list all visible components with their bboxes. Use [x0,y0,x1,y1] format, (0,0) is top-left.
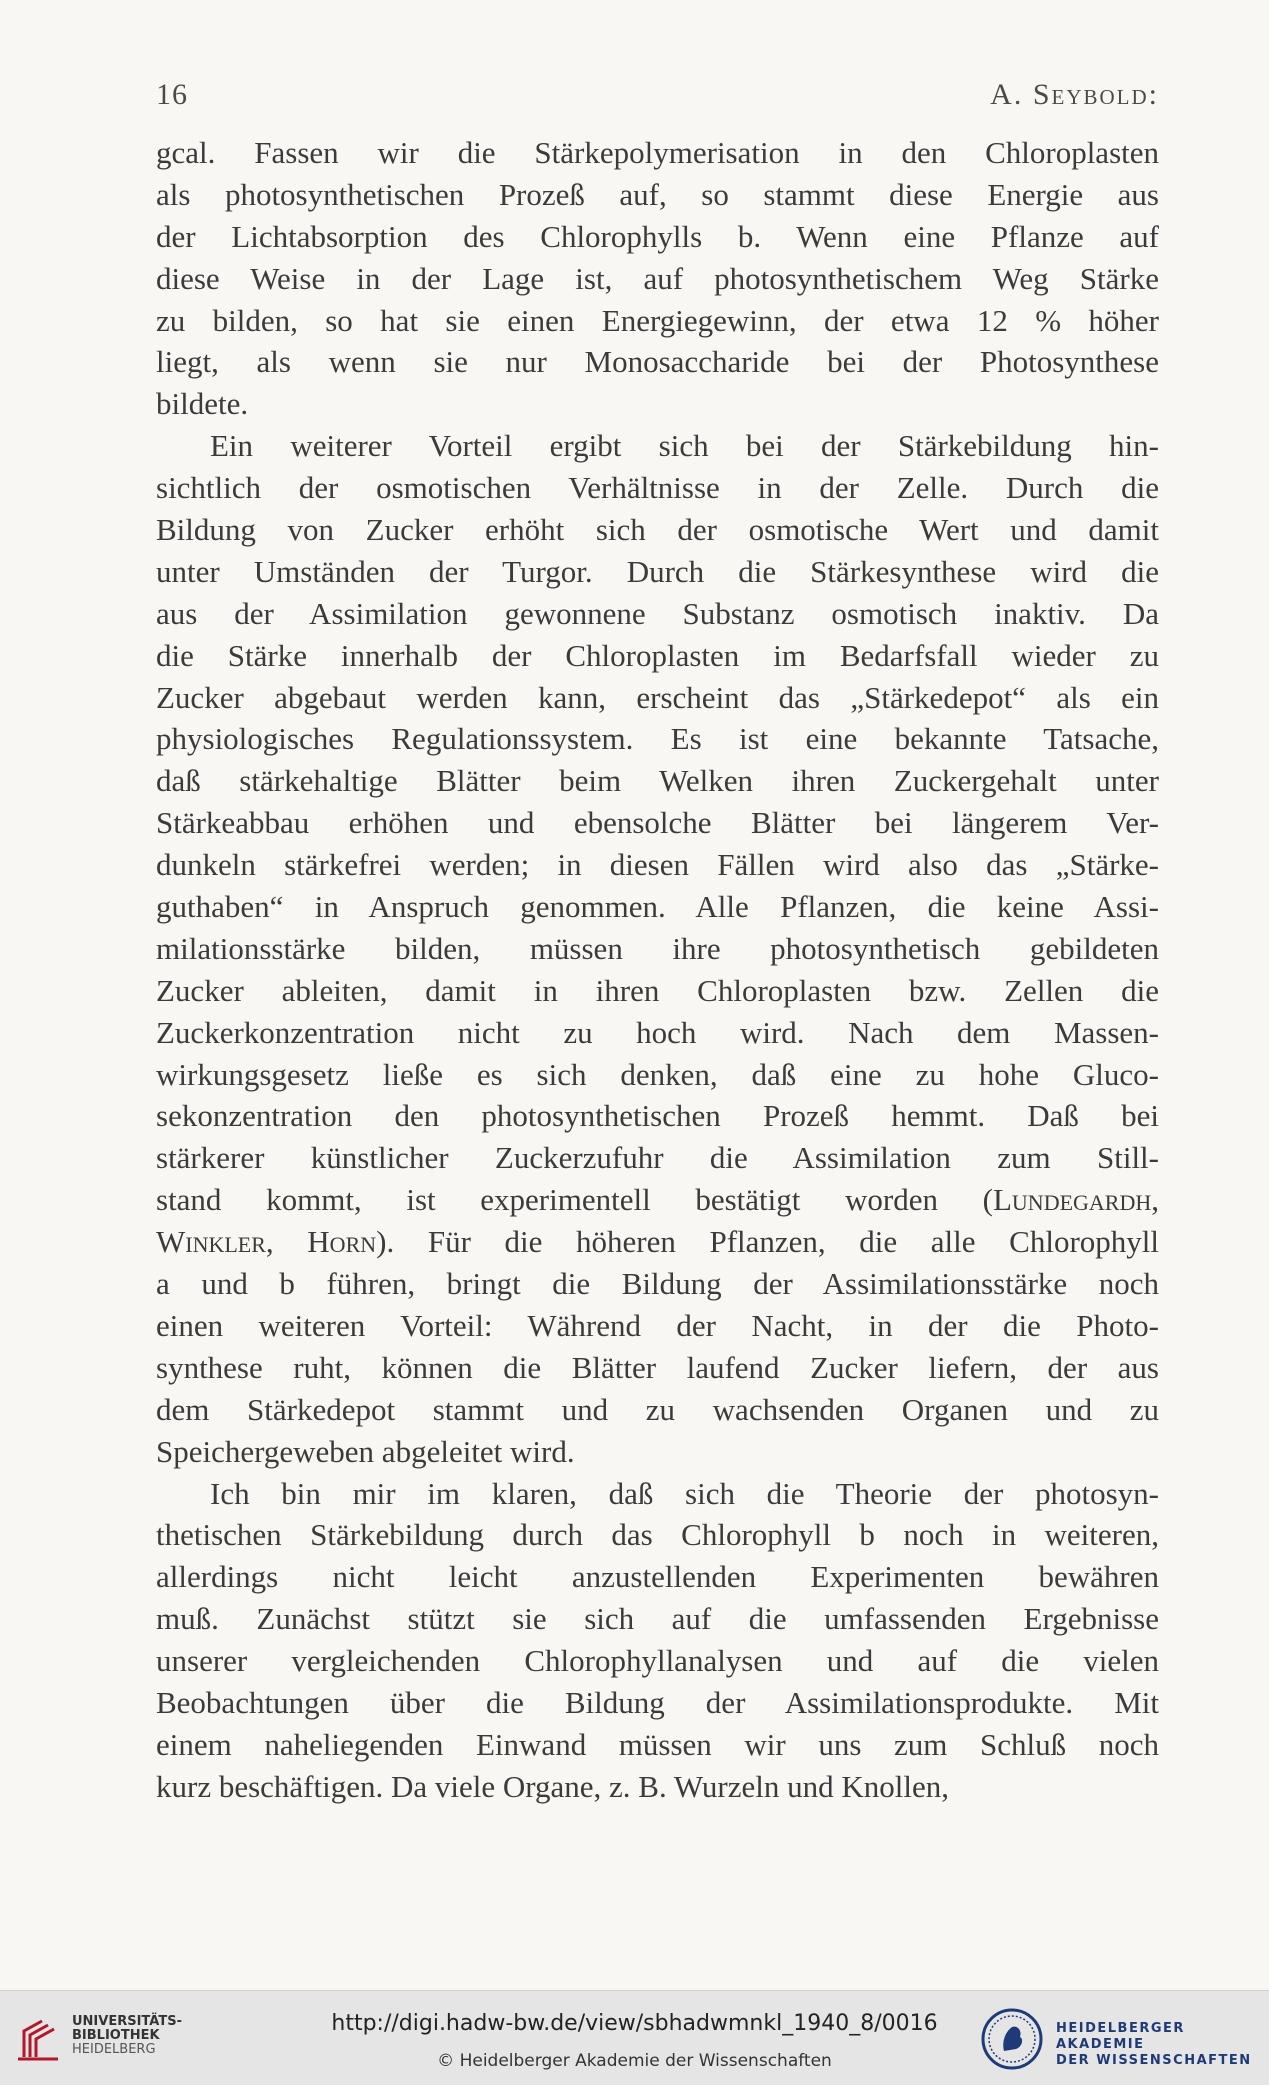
text-line: diese Weise in der Lage ist, auf photosynthetischem Weg Stärke [156,260,1159,296]
academy-name-line1: HEIDELBERGER AKADEMIE [1056,2021,1185,2052]
text-line: dunkeln stärkefrei werden; in diesen Fällen wird also das „Stärke- [156,847,1159,883]
text-line: Ich bin mir im klaren, daß sich die Theorie der photosyn- [210,1475,1159,1511]
text-line: stand kommt, ist experimentell bestätigt worden (Lundegardh, [156,1182,1159,1218]
text-line: wirkungsgesetz ließe es sich denken, daß eine zu hohe Gluco- [156,1056,1159,1092]
text-line: gcal. Fassen wir die Stärkepolymerisation in den Chloroplasten [156,135,1159,170]
library-name-line2: BIBLIOTHEK [72,2028,160,2043]
text-line: Bildung von Zucker erhöht sich der osmotische Wert und damit [156,512,1159,548]
text-line: daß stärkehaltige Blätter beim Welken ihren Zuckergehalt unter [156,763,1159,799]
paragraph [156,425,1159,1472]
academy-name [1056,2021,1269,2069]
paragraphs [156,132,1159,1808]
footer-bar [0,1990,1269,2085]
academy-name-line2: DER WISSENSCHAFTEN [1056,2053,1252,2068]
page-number: 16 [156,78,188,111]
text-line: allerdings nicht leicht anzustellenden Experimenten bewähren [156,1559,1159,1595]
running-head-author: A. Seybold: [990,78,1159,111]
text-line: Beobachtungen über die Bildung der Assimilationsprodukte. Mit [156,1684,1159,1720]
text-line: Zuckerkonzentration nicht zu hoch wird. Nach dem Massen- [156,1014,1159,1050]
text-line: thetischen Stärkebildung durch das Chlorophyll b noch in weiteren, [156,1517,1159,1553]
text-line: guthaben“ in Anspruch genommen. Alle Pflanzen, die keine Assi- [156,889,1159,925]
text-line: milationsstärke bilden, müssen ihre photosynthetisch gebildeten [156,930,1159,966]
permalink-url[interactable]: http://digi.hadw-bw.de/view/sbhadwmnkl_1940_8/0016 [331,2011,938,2036]
text-line: Zucker abgebaut werden kann, erscheint das „Stärkedepot“ als ein [156,679,1159,715]
text-line: sekonzentration den photosynthetischen Prozeß hemmt. Daß bei [156,1098,1159,1134]
text-line: Zucker ableiten, damit in ihren Chloroplasten bzw. Zellen die [156,972,1159,1008]
paragraph [156,132,1159,425]
text-line: dem Stärkedepot stammt und zu wachsenden Organen und zu [156,1391,1159,1427]
text-line: aus der Assimilation gewonnene Substanz osmotisch inaktiv. Da [156,595,1159,631]
text-line: unserer vergleichenden Chlorophyllanalysen und auf die vielen [156,1643,1159,1679]
body-text [156,132,1159,1808]
text-line: Speichergeweben abgeleitet wird. [156,1433,575,1469]
text-line: bildete. [156,386,249,422]
text-line: Winkler, Horn). Für die höheren Pflanzen, die alle Chlorophyll [156,1224,1159,1260]
text-line: muß. Zunächst stützt sie sich auf die umfassenden Ergebnisse [156,1601,1159,1637]
text-line: stärkerer künstlicher Zuckerzufuhr die Assimilation zum Still- [156,1140,1159,1176]
text-line: einem naheliegenden Einwand müssen wir uns zum Schluß noch [156,1726,1159,1762]
text-line: der Lichtabsorption des Chlorophylls b. Wenn eine Pflanze auf [156,218,1159,254]
text-line: Stärkeabbau erhöhen und ebensolche Blätter bei längerem Ver- [156,805,1159,841]
text-line: physiologisches Regulationssystem. Es ist eine bekannte Tatsache, [156,721,1159,757]
paragraph [156,1473,1159,1808]
text-line: unter Umständen der Turgor. Durch die Stärkesynthese wird die [156,553,1159,589]
text-line: einen weiteren Vorteil: Während der Nacht, in der die Photo- [156,1307,1159,1343]
text-line: als photosynthetischen Prozeß auf, so stammt diese Energie aus [156,176,1159,212]
text-line: die Stärke innerhalb der Chloroplasten im Bedarfsfall wieder zu [156,637,1159,673]
copyright-notice: © Heidelberger Akademie der Wissenschaften [437,2051,832,2071]
library-name-line1: UNIVERSITÄTS- [72,2014,182,2029]
hadw-seal-logo-icon [980,2007,1044,2071]
text-line: sichtlich der osmotischen Verhältnisse in der Zelle. Durch die [156,470,1159,506]
library-name-line3: HEIDELBERG [72,2042,156,2057]
text-line: liegt, als wenn sie nur Monosaccharide bei der Photosynthese [156,344,1159,380]
text-line: Ein weiterer Vorteil ergibt sich bei der Stärkebildung hin- [210,428,1159,464]
text-line: a und b führen, bringt die Bildung der Assimilationsstärke noch [156,1266,1159,1302]
text-line: kurz beschäftigen. Da viele Organe, z. B. Wurzeln und Knollen, [156,1768,950,1804]
text-line: synthese ruht, können die Blätter laufend Zucker liefern, der aus [156,1349,1159,1385]
text-line: zu bilden, so hat sie einen Energiegewinn, der etwa 12 % höher [156,302,1159,338]
